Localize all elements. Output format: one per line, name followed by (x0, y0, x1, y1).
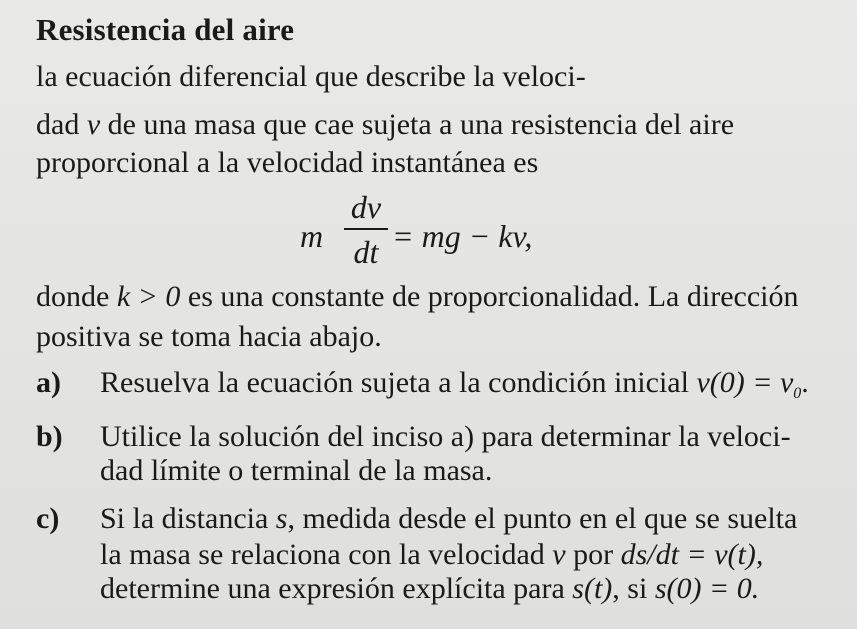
item-c-label: c) (36, 502, 60, 535)
after-line-1 (36, 282, 798, 312)
item-a-end: . (801, 366, 809, 399)
item-a-subscript: 0 (793, 385, 802, 402)
item-c (36, 504, 797, 534)
item-a-label: a) (36, 366, 61, 399)
after-line-1-pre: donde (36, 280, 117, 313)
item-c-position: s(t) (572, 572, 613, 605)
item-c-line-3 (100, 574, 759, 604)
item-c-velocity: v (552, 538, 566, 571)
item-c-derivative: ds/dt = v(t), (620, 538, 764, 571)
item-b-line-2: dad límite o terminal de la masa. (100, 454, 493, 487)
fraction-denominator: dt (353, 234, 379, 270)
item-b-label: b) (36, 420, 63, 453)
equation-mass: m (300, 218, 324, 254)
paragraph-line-2 (36, 110, 734, 140)
after-line-2: positiva se toma hacia abajo. (36, 320, 382, 353)
item-a (36, 368, 809, 402)
k-condition: k > 0 (116, 280, 181, 313)
paragraph-line-1: la ecuación diferencial que describe la veloci- (36, 60, 586, 93)
fraction-numerator: dv (350, 189, 382, 225)
problem-title: Resistencia del aire (36, 12, 295, 47)
after-line-1-post: es una constante de proporcionalidad. La dirección (180, 280, 799, 313)
item-b-line-1: Utilice la solución del inciso a) para determinar la veloci- (100, 420, 791, 453)
item-a-math: v(0) = v (696, 366, 794, 399)
equation-rhs: = mg − kv, (392, 218, 533, 254)
item-c-line-2-pre: la masa se relaciona con la velocidad (100, 538, 553, 571)
paragraph-line-2-pre: dad (36, 108, 87, 141)
item-c-line-3-mid: , si (612, 572, 655, 605)
fraction-bar (344, 228, 388, 230)
item-c-line-3-pre: determine una expresión explícita para (100, 572, 573, 605)
differential-equation (300, 188, 620, 280)
equation-fraction (344, 188, 388, 272)
distance-variable: s (275, 502, 288, 535)
item-c-line-2 (100, 540, 763, 570)
paragraph-line-2-post: de una masa que cae sujeta a una resistencia del aire (100, 108, 735, 141)
velocity-variable: v (86, 108, 101, 141)
item-a-text: Resuelva la ecuación sujeta a la condición inicial (100, 366, 697, 399)
item-c-line-1-post: , medida desde el punto en el que se suelta (287, 502, 798, 535)
item-c-line-2-mid: por (565, 538, 621, 571)
paragraph-line-3: proporcional a la velocidad instantánea es (36, 146, 539, 179)
item-b (36, 422, 791, 452)
item-c-line-1-pre: Si la distancia (100, 502, 276, 535)
item-c-initial-condition: s(0) = 0. (654, 572, 760, 605)
